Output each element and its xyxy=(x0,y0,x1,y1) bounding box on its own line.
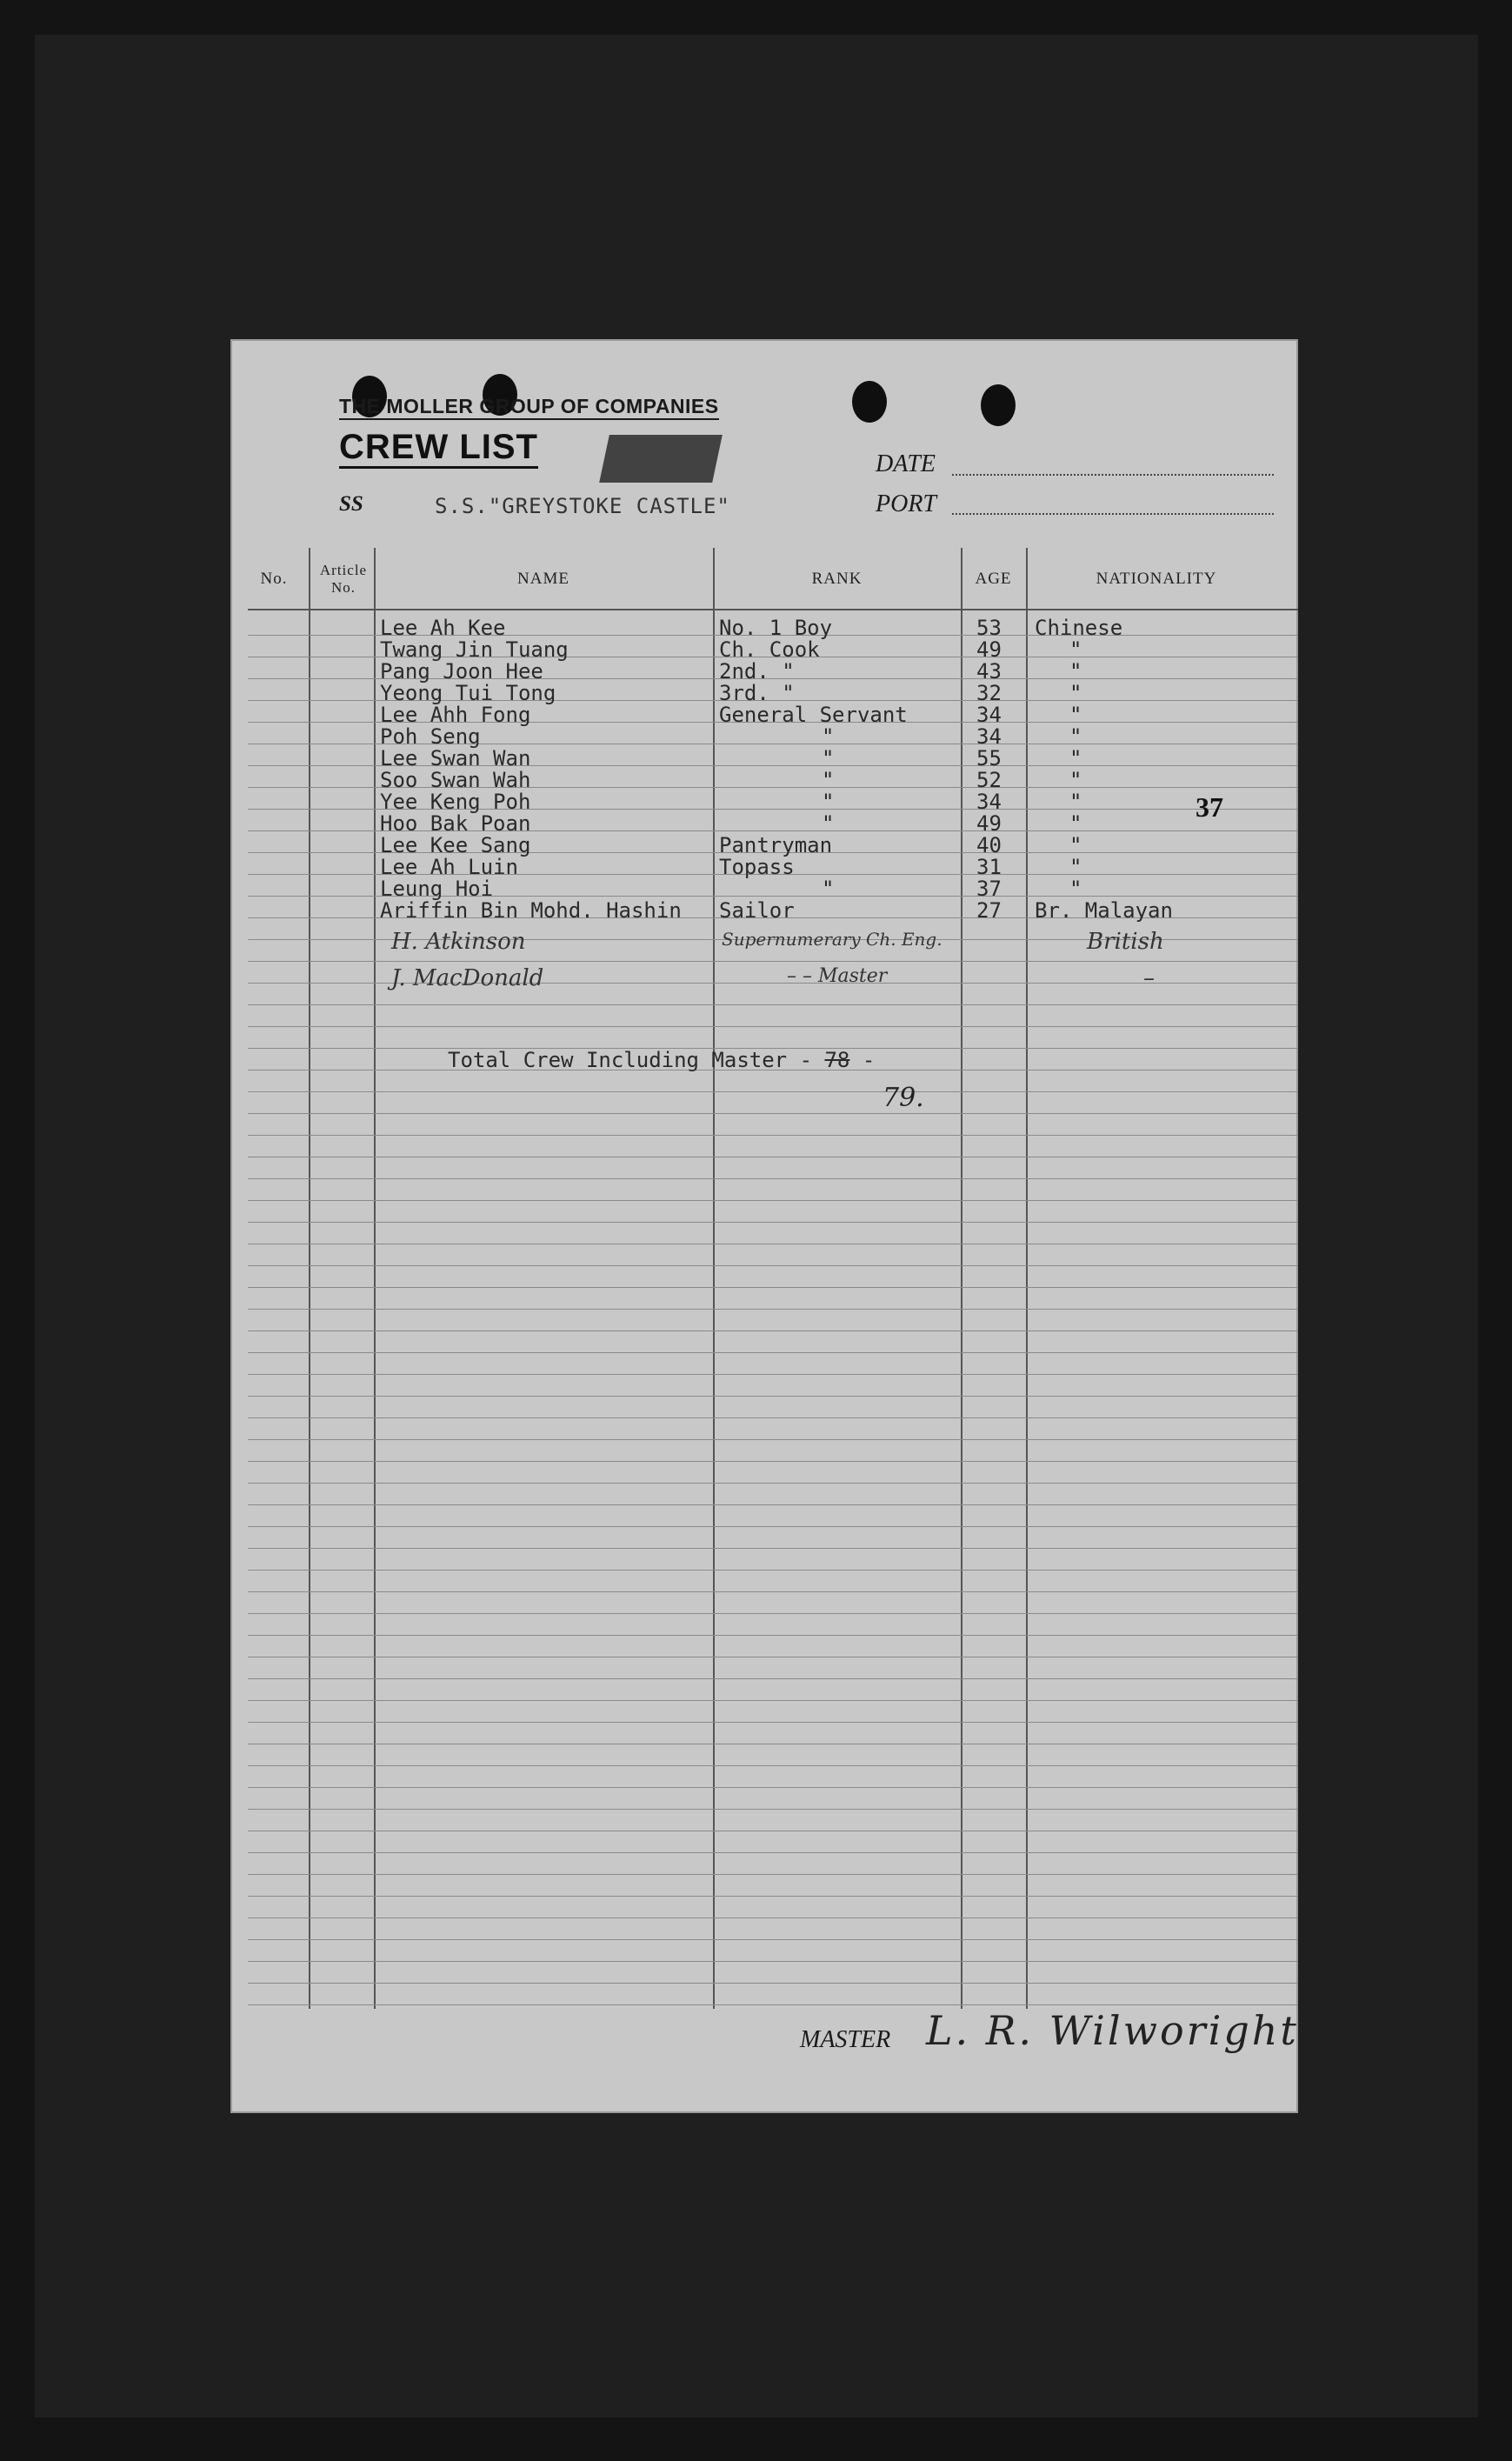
ruled-line xyxy=(248,1178,1298,1179)
ruled-line xyxy=(248,1417,1298,1418)
col-head-article: Article No. xyxy=(319,562,368,596)
ruled-line xyxy=(248,1526,1298,1527)
crew-name: Lee Ah Luin xyxy=(380,855,518,879)
crew-age: 31 xyxy=(976,855,1002,879)
crew-name: Leung Hoi xyxy=(380,877,494,901)
ruled-line xyxy=(248,1309,1298,1310)
total-corrected: 79. xyxy=(883,1083,924,1113)
ruled-line xyxy=(248,1635,1298,1636)
port-field-line xyxy=(952,513,1274,515)
handwritten-rank: – – Master xyxy=(787,965,888,987)
crew-rank: Pantryman xyxy=(719,833,833,857)
crew-age: 34 xyxy=(976,724,1002,749)
ruled-line xyxy=(248,1222,1298,1223)
company-name: THE MOLLER GROUP OF COMPANIES xyxy=(339,395,719,420)
crew-age: 53 xyxy=(976,616,1002,640)
margin-note: 37 xyxy=(1196,791,1223,823)
crew-table xyxy=(248,548,1298,1931)
crew-name: Yeong Tui Tong xyxy=(380,681,556,705)
total-crew-line xyxy=(448,1048,875,1072)
handwritten-rank: Supernumerary Ch. Eng. xyxy=(722,929,943,950)
ruled-line xyxy=(248,1200,1298,1201)
ruled-line xyxy=(248,1939,1298,1940)
crew-age: 49 xyxy=(976,637,1002,662)
ruled-line xyxy=(248,1917,1298,1918)
crew-rank: " xyxy=(822,724,835,749)
ruled-line xyxy=(248,1722,1298,1723)
ruled-line xyxy=(248,1004,1298,1005)
crew-age: 32 xyxy=(976,681,1002,705)
crew-nationality: " xyxy=(1069,659,1082,684)
crew-name: Ariffin Bin Mohd. Hashin xyxy=(380,898,682,923)
table-header-rule xyxy=(248,609,1298,610)
crew-nationality: " xyxy=(1069,790,1082,814)
col-head-nationality: NATIONALITY xyxy=(1096,570,1217,588)
crew-rank: " xyxy=(822,790,835,814)
ruled-line xyxy=(248,1374,1298,1375)
ink-stamp-icon xyxy=(599,435,723,483)
crew-nationality: " xyxy=(1069,768,1082,792)
crew-rank: " xyxy=(822,811,835,836)
master-signature: L. R. Wilworight xyxy=(926,2007,1299,2054)
col-head-name: NAME xyxy=(517,570,569,588)
ruled-line xyxy=(248,1113,1298,1114)
ruled-line xyxy=(248,1091,1298,1092)
crew-name: Soo Swan Wah xyxy=(380,768,531,792)
ruled-line xyxy=(248,1613,1298,1614)
port-label: PORT xyxy=(876,490,936,517)
ruled-line xyxy=(248,1961,1298,1962)
ruled-line xyxy=(248,1265,1298,1266)
crew-rank: 3rd. " xyxy=(719,681,795,705)
crew-age: 27 xyxy=(976,898,1002,923)
crew-name: Twang Jin Tuang xyxy=(380,637,569,662)
crew-age: 49 xyxy=(976,811,1002,836)
crew-name: Yee Keng Poh xyxy=(380,790,531,814)
master-label: MASTER xyxy=(800,2026,891,2053)
crew-rank: Topass xyxy=(719,855,795,879)
ruled-line xyxy=(248,1461,1298,1462)
crew-rank: Sailor xyxy=(719,898,795,923)
ruled-line xyxy=(248,1548,1298,1549)
ship-name: S.S."GREYSTOKE CASTLE" xyxy=(435,494,730,518)
crew-nationality: Br. Malayan xyxy=(1035,898,1173,923)
crew-rank: General Servant xyxy=(719,703,908,727)
crew-age: 37 xyxy=(976,877,1002,901)
crew-list-sheet xyxy=(230,339,1298,2113)
crew-name: Lee Kee Sang xyxy=(380,833,531,857)
date-field-line xyxy=(952,474,1274,476)
ruled-line xyxy=(248,1439,1298,1440)
crew-age: 34 xyxy=(976,790,1002,814)
crew-age: 55 xyxy=(976,746,1002,770)
divider-article xyxy=(374,548,376,2009)
crew-name: Lee Ah Kee xyxy=(380,616,506,640)
col-head-no: No. xyxy=(260,570,288,588)
crew-rank: " xyxy=(822,768,835,792)
crew-rank: Ch. Cook xyxy=(719,637,820,662)
crew-age: 40 xyxy=(976,833,1002,857)
ship-prefix: SS xyxy=(339,492,363,516)
ruled-line xyxy=(248,1678,1298,1679)
divider-name xyxy=(713,548,715,2009)
col-head-age: AGE xyxy=(975,570,1012,588)
ruled-line xyxy=(248,1135,1298,1136)
crew-nationality: " xyxy=(1069,746,1082,770)
handwritten-name: J. MacDonald xyxy=(391,965,544,991)
crew-age: 34 xyxy=(976,703,1002,727)
total-label: Total Crew Including Master - xyxy=(448,1048,813,1072)
crew-nationality: " xyxy=(1069,855,1082,879)
crew-name: Hoo Bak Poan xyxy=(380,811,531,836)
crew-rank: " xyxy=(822,746,835,770)
ruled-line xyxy=(248,1787,1298,1788)
ruled-line xyxy=(248,1396,1298,1397)
crew-nationality: Chinese xyxy=(1035,616,1123,640)
total-suffix: - xyxy=(862,1048,876,1072)
crew-name: Pang Joon Hee xyxy=(380,659,543,684)
ruled-line xyxy=(248,1809,1298,1810)
punch-hole-right-icon xyxy=(852,381,887,423)
punch-hole-far-right-icon xyxy=(981,384,1016,426)
ruled-line xyxy=(248,1504,1298,1505)
total-struck-value: 78 xyxy=(824,1048,850,1072)
ruled-line xyxy=(248,1570,1298,1571)
handwritten-nationality: British xyxy=(1087,929,1164,955)
ruled-line xyxy=(248,1983,1298,1984)
divider-no xyxy=(309,548,310,2009)
crew-nationality: " xyxy=(1069,811,1082,836)
crew-nationality: " xyxy=(1069,724,1082,749)
crew-name: Lee Swan Wan xyxy=(380,746,531,770)
col-head-rank: RANK xyxy=(811,570,863,588)
divider-rank xyxy=(961,548,962,2009)
crew-nationality: " xyxy=(1069,703,1082,727)
crew-age: 52 xyxy=(976,768,1002,792)
crew-rank: " xyxy=(822,877,835,901)
ruled-line xyxy=(248,1765,1298,1766)
ruled-line xyxy=(248,1591,1298,1592)
ruled-line xyxy=(248,961,1298,962)
crew-nationality: " xyxy=(1069,877,1082,901)
crew-name: Lee Ahh Fong xyxy=(380,703,531,727)
date-label: DATE xyxy=(876,450,936,477)
divider-age xyxy=(1026,548,1028,2009)
crew-nationality: " xyxy=(1069,681,1082,705)
crew-rank: 2nd. " xyxy=(719,659,795,684)
ruled-line xyxy=(248,1700,1298,1701)
handwritten-nationality: – xyxy=(1143,965,1155,991)
crew-rank: No. 1 Boy xyxy=(719,616,833,640)
crew-nationality: " xyxy=(1069,833,1082,857)
ruled-line xyxy=(248,1352,1298,1353)
ruled-line xyxy=(248,1896,1298,1897)
handwritten-name: H. Atkinson xyxy=(391,929,526,955)
ruled-line xyxy=(248,2004,1298,2005)
crew-name: Poh Seng xyxy=(380,724,481,749)
ruled-line xyxy=(248,1026,1298,1027)
ruled-line xyxy=(248,1852,1298,1853)
ruled-line xyxy=(248,1287,1298,1288)
ruled-line xyxy=(248,1874,1298,1875)
ruled-line xyxy=(248,1483,1298,1484)
crew-nationality: " xyxy=(1069,637,1082,662)
document-title: CREW LIST xyxy=(339,428,538,469)
crew-age: 43 xyxy=(976,659,1002,684)
